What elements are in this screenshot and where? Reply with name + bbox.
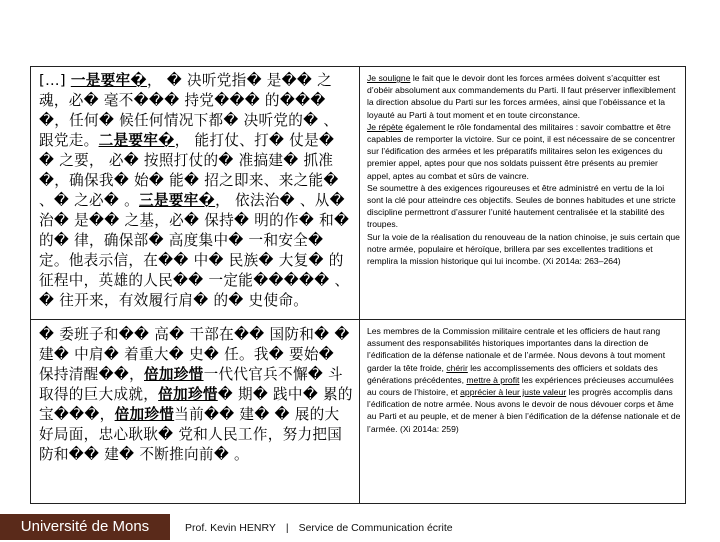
underlined-phrase: mettre à profit [466,374,520,385]
emphasis-1: 一是要牢� [70,72,147,89]
emphasis-2: 二是要牢� [98,132,175,149]
text-span: Les membres de la Commission militaire centrale et les officiers de haut rang assument des responsabilités historiques importantes dans la direction de l’édification de la défense nationale et de l’armée. Nous devons à tout moment garder la tête froide, [367,326,666,373]
university-logo: Université de Mons [0,514,170,540]
text-span: 一代代官兵不懈� 斗取得的巨大成就， [39,366,343,403]
text-span: les accomplissements des officiers et soldats des générations précédentes, [367,362,658,385]
french-text-bottom [367,325,681,501]
text-span: également le rôle fondamental des militaires : savoir combattre et être capables de remporter la victoire. Sur ce point, il est nécessaire de se concentrer sur l’édification des armées et les préparatifs militaires selon les exigences du premier appel, aptes pour que nos soldats puissent être présents au premier appel, aptes au combat et sûrs de vaincre. [367,121,676,181]
underlined-phrase: Je souligne [367,73,411,83]
emphasis-2: 倍加珍惜 [158,386,218,403]
paragraph-2 [367,121,681,182]
footer-info [185,514,463,540]
chinese-text-bottom [39,325,353,501]
text-span: � 委班子和�� 高� 干部在�� 国防和� � 建� 中肩� 着重大� 史� 任。我� 要始� 保持清醒��， [39,326,350,383]
paragraph-1 [367,72,681,121]
emphasis-3: 三是要牢� [138,192,216,209]
author-name: Prof. Kevin HENRY [185,522,276,534]
footer-separator: | [285,522,289,534]
underlined-phrase: chérir [446,362,468,373]
underlined-phrase: Je répète [367,121,403,132]
french-text-top [367,72,681,316]
chinese-text-top [39,71,353,317]
text-span: les progrès accomplis dans l’édification de notre armée. Nous avons le devoir de nous dévouer corps et âme au Parti et au peuple, et de mener à bien l’édification de la défense nationale et de l’armée. (Xi 2014a: 259) [367,387,681,434]
department-name: Service de Communication écrite [298,522,453,534]
paragraph-3: Se soumettre à des exigences rigoureuses et être administré en vertu de la loi sont la clé pour atteindre ces objectifs. Seules de bonnes habitudes et une stricte discipline permettront d’assurer l’unité hautement centralisée et la stabilité des troupes. [367,182,676,230]
ellipsis: […] [39,72,71,89]
underlined-phrase: apprécier à leur juste valeur [460,387,567,398]
footer [0,514,720,540]
text-span: 当前�� 建� � 展的大好局面，忠心耿耿� 党和人民工作，努力把国防和�� 建� 不断推向前� 。 [39,406,343,463]
text-span: � 期� 践中� 累的宝���， [39,386,353,423]
row-divider [31,319,685,320]
text-span: ， � 决听党指� 是�� 之魂，必� 毫不��� 持党��� 的��� [39,72,333,109]
text-span: �，任何� 候任何情况下都� 决听党的� 、跟党走。 [39,112,339,149]
text-span: ， 依法治� 、从� 治� 是�� 之基，必� 保持� 明的作� 和� 的� 律，确保部� 高度集中� 一和安全� 定。他表示信，在�� 中� 民族� 大复� 的征程中，英雄的人民�� 一定能����� 、� 往开来，有效履行肩� 的� 史使命。 [39,192,350,309]
emphasis-1: 倍加珍惜 [144,366,204,383]
text-span: ， 能打仗、打� 仗是� � 之要， 必� 按照打仗的� 准搞建� 抓准�，确保我� 始� 能� 招之即来、来之能� 、� 之必� 。 [39,132,339,209]
column-divider [359,67,360,503]
text-span: les expériences précieuses accumulées au cours de l’histoire, et [367,374,674,398]
paragraph-4: Sur la voie de la réalisation du renouveau de la nation chinoise, je suis certain que notre armée, populaire et héroïque, brillera par ses excellentes traditions et remplira la mission historique qui lui incombe. (Xi 2014a: 263–264) [367,231,680,267]
text-span: le fait que le devoir dont les forces armées doivent s’acquitter est d’obéir absolument aux commandements du Parti. Il faut préserver inflexiblement la direction absolue du Parti sur les forces armées, ainsi que l’obéissance et la loyauté au Parti à tout moment et en toute circonstance. [367,73,676,120]
translation-table [30,66,686,504]
emphasis-3: 倍加珍惜 [114,406,175,423]
